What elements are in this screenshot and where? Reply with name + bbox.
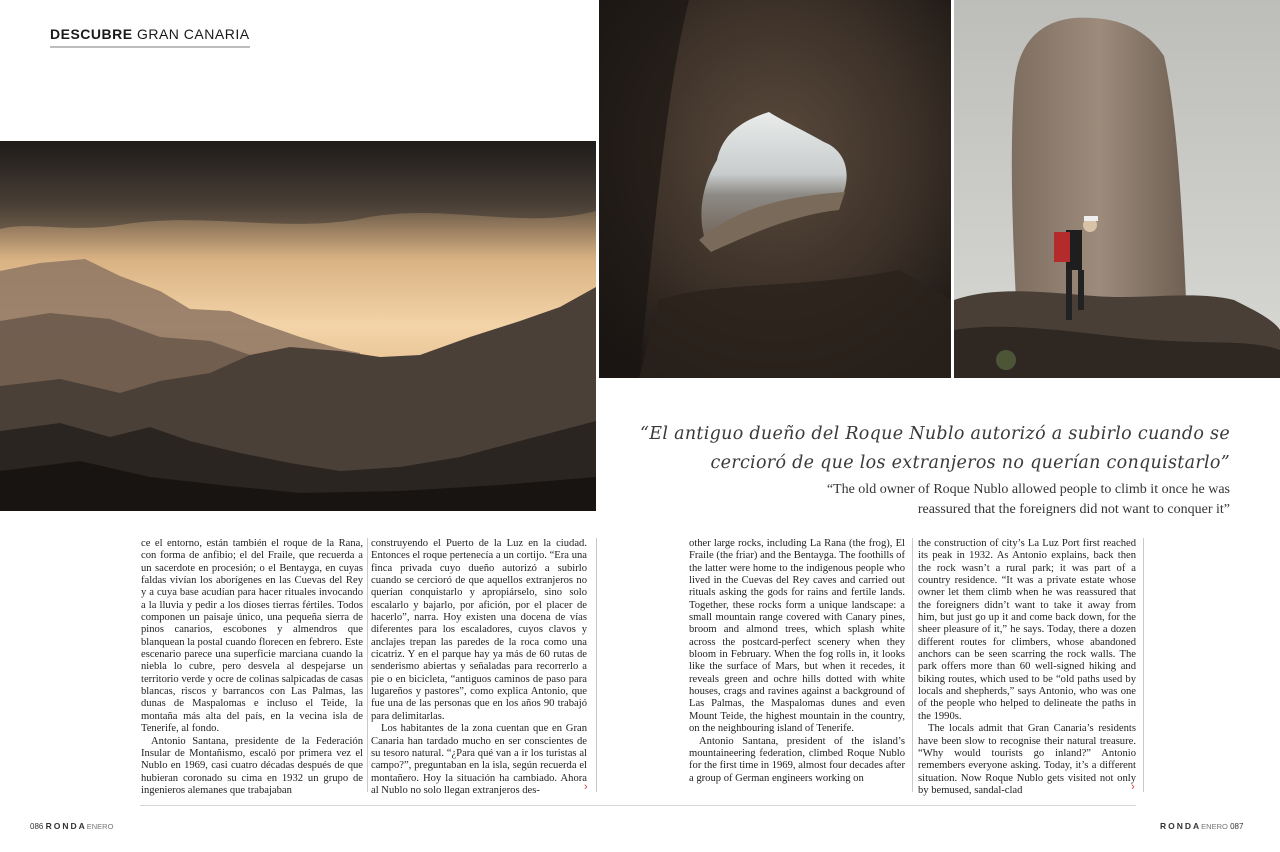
paragraph: ce el entorno, están también el roque de la Rana, con forma de anfibio; el del Fraile, que recuerda a un sacerdote en procesión; o el Bentayga, en cuyas faldas vivían los aborígenes en las Cuevas del Rey y a cuya base acudían para hacer rituales invocando a la lluvia y pedir a los dioses tierras fértiles. Todos componen un paisaje único, una pequeña sierra de pinos canarios, escobones y almendros que blanquean la postal cuando florecen en febrero. Este escenario parece una superficie marciana cuando la niebla lo cubre, pero desvela al despejarse un territorio verde y ocre de colinas salpicadas de casas blancas, riscos y barrancos con Las Palmas, las dunas de Maspalomas e incluso el Teide, la montaña más alta del país, en la vecina isla de Tenerife, al fondo. [141, 538, 363, 735]
paragraph: Antonio Santana, president of the island’s mountaineering federation, climbed Roque Nublo for the first time in 1969, almost four decades after a group of German engineers working on [689, 735, 905, 784]
continue-arrow: › [584, 781, 588, 793]
bottom-rule [140, 805, 1136, 806]
brand-right: RONDA [1160, 821, 1202, 831]
pull-quote-english-line2: reassured that the foreigners did not want to conquer it” [917, 502, 1230, 517]
brand-left: RONDA [45, 821, 87, 831]
pull-quote-english [640, 480, 1230, 520]
page-number-right: 087 [1230, 822, 1244, 831]
pull-quote-spanish-line2: cercioró de que los extranjeros no querían conquistarlo” [710, 453, 1230, 473]
text-column-1 [141, 538, 363, 797]
paragraph: construyendo el Puerto de la Luz en la ciudad. Entonces el roque pertenecía a un cortijo. “Era una finca privada cuyo dueño autorizó a subirlo cuando se cercioró de que aquellos extranjeros no querían conquistarlo y apropiárselo, sino solo escalarlo y bajarlo, por afición, por el placer de hacerlo”, narra. Hoy existen una docena de vías diferentes para los escaladores, cuyos clavos y anclajes trepan las paredes de la roca como una cicatriz. Y en el parque hay ya más de 60 rutas de senderismo abiertas y señaladas para recorrerlo a pie o en bicicleta, “antiguos caminos de paso para lugareños y pastores”, como explica Antonio, que fue una de las personas que en los años 90 trabajó para delimitarlas. [371, 538, 587, 722]
paragraph: The locals admit that Gran Canaria’s residents have been slow to recognise their natural treasure. “Why would tourists go inland?” Antonio remembers everyone asking. Today, it’s a different situation. Now Roque Nublo gets visited not only by bemused, sandal-clad [918, 723, 1136, 796]
photo-rock-arch [599, 0, 951, 378]
photo-roque-nublo-hiker [954, 0, 1280, 378]
column-rule [912, 538, 913, 792]
section-header-bold: DESCUBRE [50, 26, 133, 42]
column-rule [596, 538, 597, 792]
month-right: ENERO [1201, 822, 1228, 831]
photo-mountain-sunset [0, 141, 596, 511]
paragraph: Los habitantes de la zona cuentan que en Gran Canaria han tardado mucho en ser conscientes de su tesoro natural. “¿Para qué van a ir los turistas al campo?”, preguntaban en la isla, según recuerda el montañero. Hoy la situación ha cambiado. Ahora al Nublo no solo llegan extranjeros des- [371, 723, 587, 796]
text-column-3 [689, 538, 905, 785]
column-rule [1143, 538, 1144, 792]
section-header-light: GRAN CANARIA [136, 26, 250, 42]
footer-left [30, 821, 113, 831]
paragraph: other large rocks, including La Rana (the frog), El Fraile (the friar) and the Bentayga. The foothills of the latter were home to the indigenous people who lived in the Cuevas del Rey caves and carried out rituals asking the gods for rains and fertile lands. Together, these rocks form a unique landscape: a small mountain range covered with Canary pines, broom and almond trees, which splash white across the postcard-perfect scenery when they bloom in February. When the fog rolls in, it looks like the surface of Mars, but when it recedes, it reveals green and ochre hills dotted with white houses, crags and ravines against a background of Las Palmas, the Maspalomas dunes and even Mount Teide, the highest mountain in the country, on the neighbouring island of Tenerife. [689, 538, 905, 735]
pull-quote-english-line1: “The old owner of Roque Nublo allowed people to climb it once he was [826, 482, 1230, 497]
pull-quote-spanish-line1: “El antiguo dueño del Roque Nublo autorizó a subirlo cuando se [640, 424, 1230, 444]
continue-arrow: › [1131, 781, 1135, 793]
text-column-2 [371, 538, 587, 797]
pull-quote-spanish [640, 420, 1230, 478]
paragraph: the construction of city’s La Luz Port first reached its peak in 1932. As Antonio explains, back then the rock wasn’t a rural park; it was part of a country residence. “It was a private estate whose owner let them climb when he was reassured that the foreigners didn’t want to take it away from him, but just go up it and come back down, for the sheer pleasure of it,” he says. Today, there a dozen different routes for climbers, whose abandoned anchors can be seen scarring the rock walls. The park offers more than 60 well-signed hiking and biking routes, which used to be “old paths used by locals and shepherds,” says Antonio, who was one of the people who helped to delineate the paths in the 1990s. [918, 538, 1136, 722]
column-rule [367, 538, 368, 792]
footer-right [1160, 821, 1243, 831]
paragraph: Antonio Santana, presidente de la Federación Insular de Montañismo, escaló por primera vez el Nublo en 1969, casi cuatro décadas después de que hubieran coronado su cima en 1932 un grupo de ingenieros alemanes que trabajaban [141, 735, 363, 796]
page-number-left: 086 [30, 822, 44, 831]
section-header [50, 26, 250, 48]
text-column-4 [918, 538, 1136, 797]
month-left: ENERO [86, 822, 114, 831]
